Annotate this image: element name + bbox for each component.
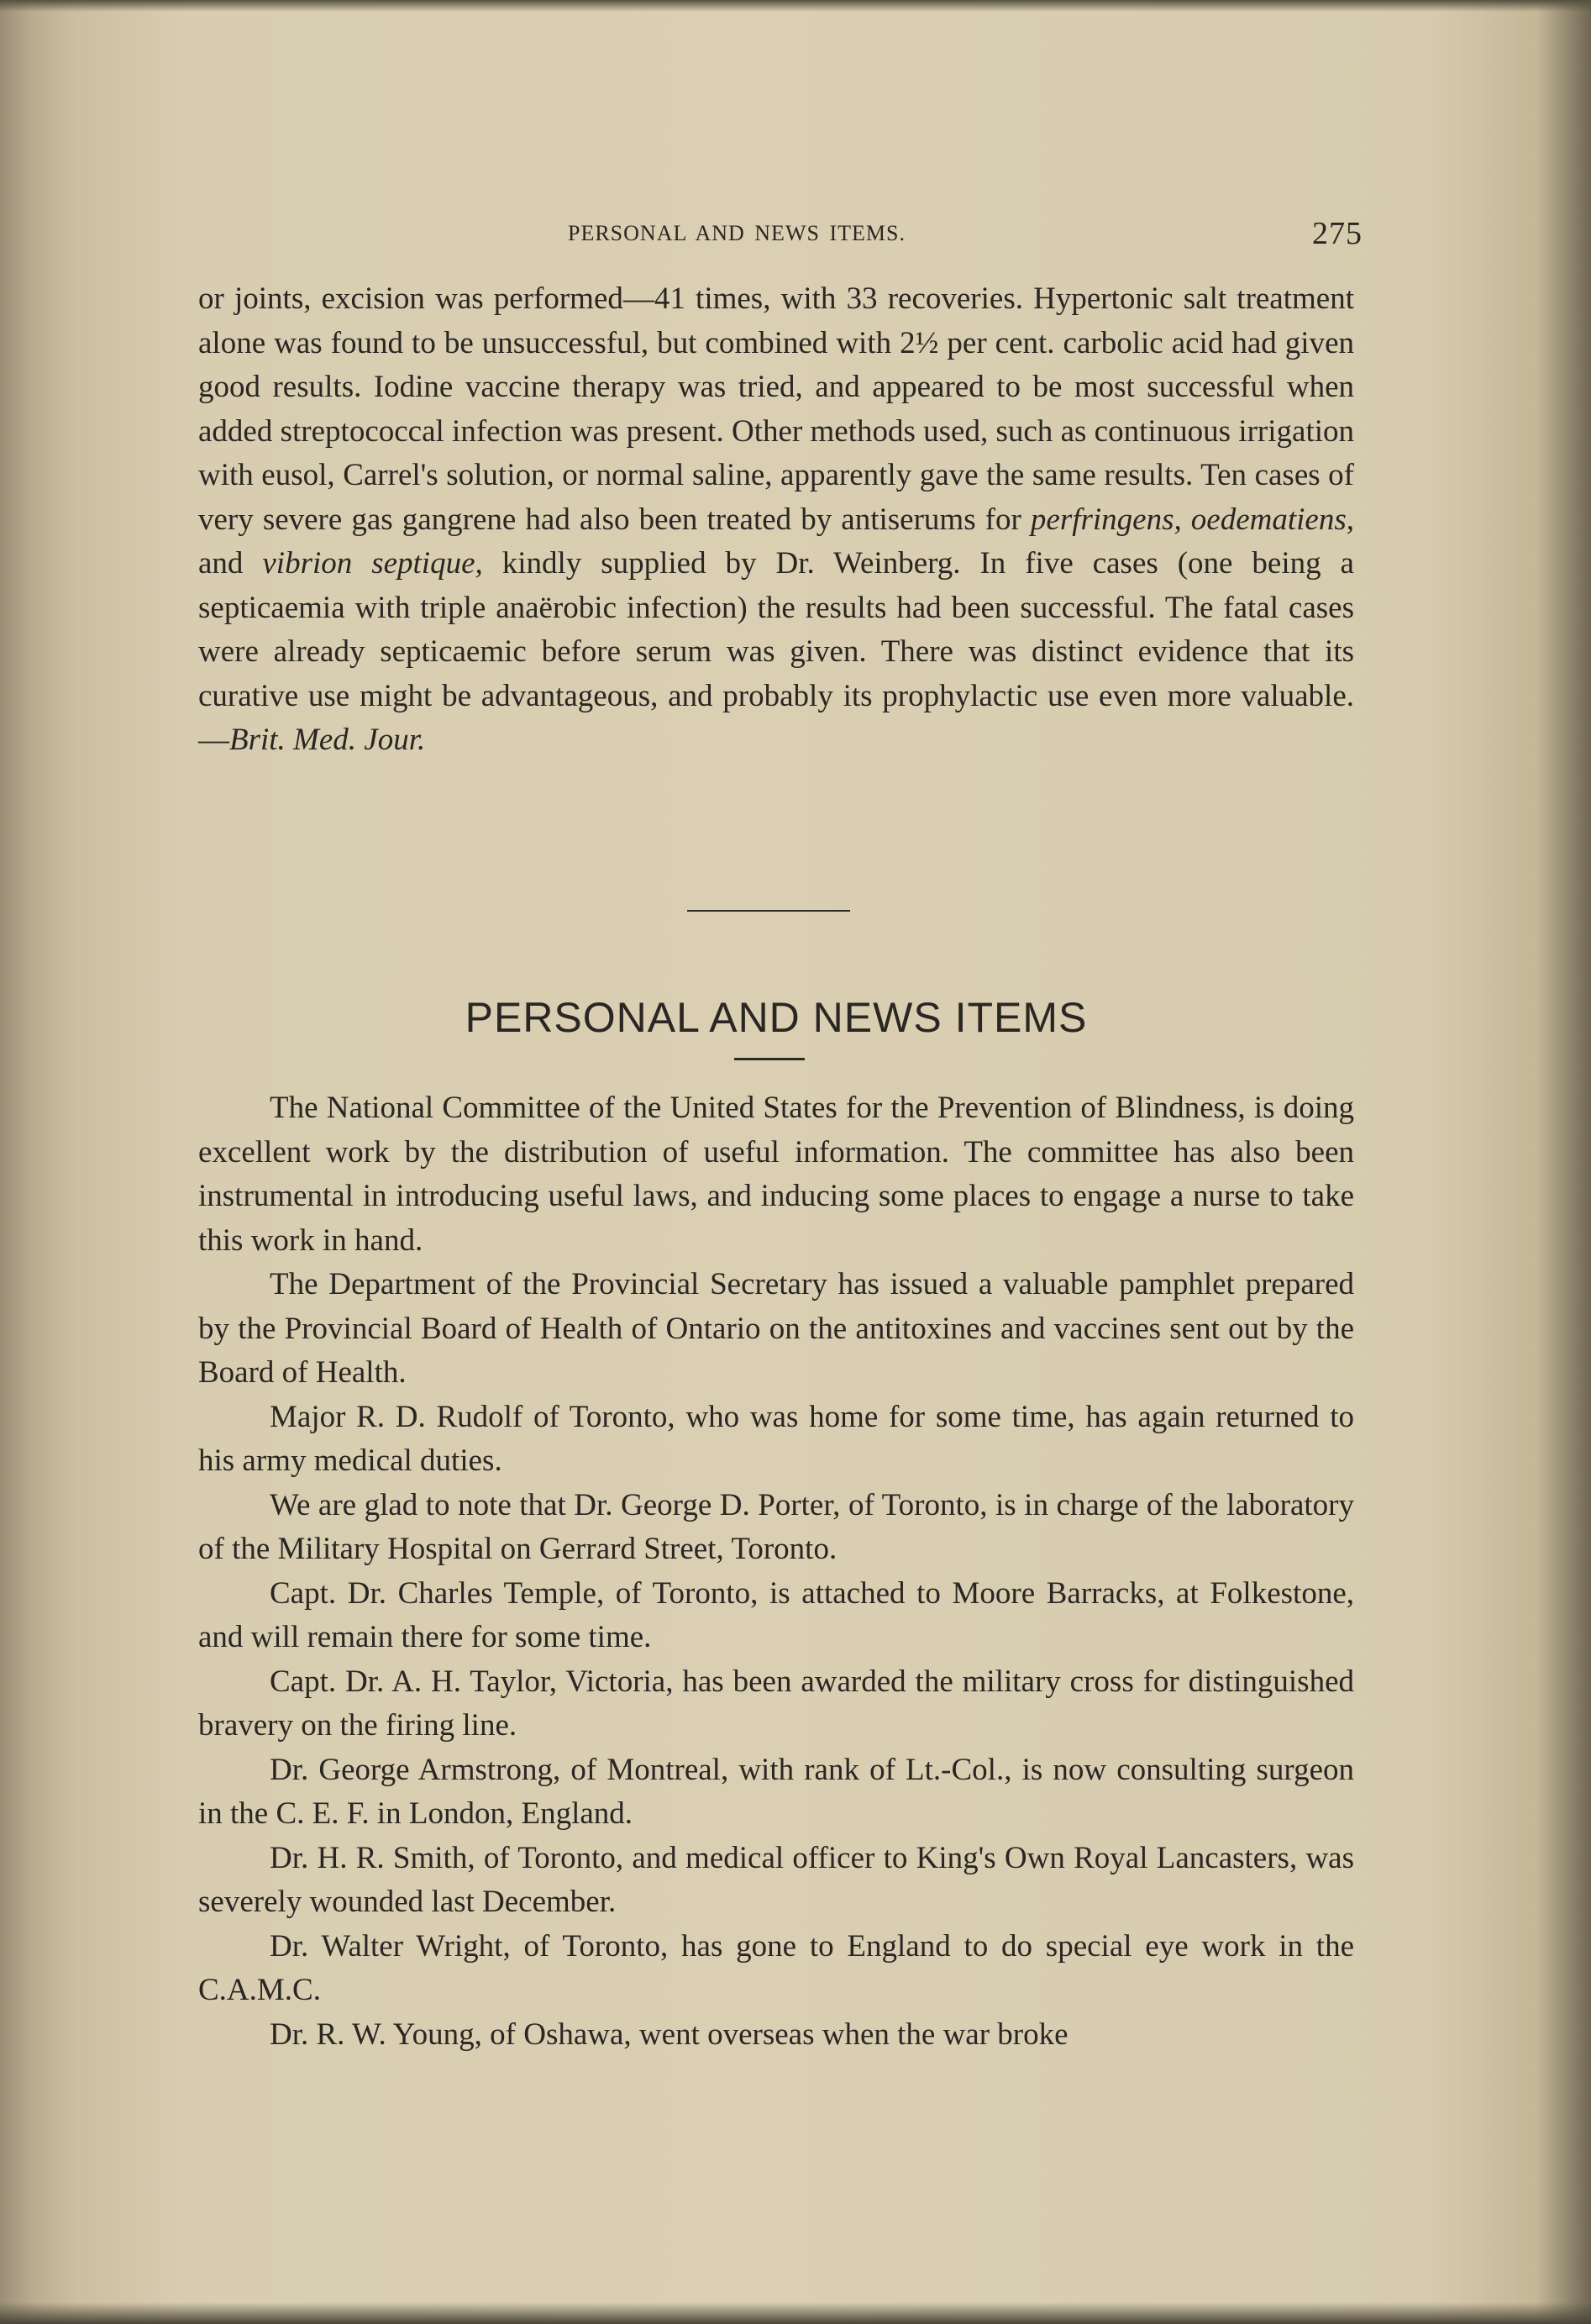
news-item: Major R. D. Rudolf of Toronto, who was home for some time, has again returned to his army medical duties.	[198, 1399, 1354, 1478]
news-item: Dr. H. R. Smith, of Toronto, and medical officer to King's Own Royal Lancasters, was severely wounded last December.	[198, 1840, 1354, 1919]
page-top-shadow	[0, 0, 1591, 12]
section-divider-rule	[687, 910, 850, 912]
news-item: The National Committee of the United States for the Prevention of Blindness, is doing excellent work by the distribution of useful information. The committee has also been instrumental in introducing useful laws, and inducing some places to engage a nurse to take this work in hand.	[198, 1091, 1354, 1258]
news-item: Dr. R. W. Young, of Oshawa, went overseas when the war broke	[270, 2016, 1069, 2052]
running-head-title: PERSONAL AND NEWS ITEMS.	[568, 221, 906, 245]
section-heading: PERSONAL AND NEWS ITEMS	[465, 993, 1088, 1041]
paragraph-text-part: and	[198, 546, 263, 581]
paragraph-text-part: or joints, excision was performed—41 times, with 33 recoveries. Hypertonic salt treatment alone was found to be unsuccessful, but combined with 2½ per cent. carbolic acid had given good results. Iodine vaccine therapy was tried, and appeared to be most successful when added streptococcal infection was present. Other methods used, such as continuous irrigation with eusol, Carrel's solution, or normal saline, apparently gave the same results. Ten cases of very severe gas gangrene had also been treated by antiserums for	[198, 281, 1354, 537]
journal-citation: Brit. Med. Jour.	[229, 723, 426, 757]
continued-article	[198, 277, 1354, 763]
heading-underline-rule	[734, 1058, 805, 1060]
paragraph-text-part: kindly supplied by Dr. Weinberg. In five cases (one being a septicaemia with triple anaërobic infection) the results had been successful. The fatal cases were already septicaemic before serum was given. There was distinct evidence that its curative use might be advantageous, and probably its prophylactic use even more valuable.—	[198, 546, 1354, 757]
italic-organism-names: perfringens, oedematiens,	[1030, 502, 1355, 537]
news-item: Dr. Walter Wright, of Toronto, has gone to England to do special eye work in the C.A.M.C.	[198, 1928, 1354, 2007]
news-item: We are glad to note that Dr. George D. Porter, of Toronto, is in charge of the laboratory of the Military Hospital on Gerrard Street, Toronto.	[198, 1487, 1354, 1566]
italic-organism-name: vibrion septique,	[262, 546, 483, 581]
page-number: 275	[1312, 216, 1363, 251]
news-item: The Department of the Provincial Secretary has issued a valuable pamphlet prepared by the Provincial Board of Health of Ontario on the antitoxines and vaccines sent out by the Board of Health.	[198, 1267, 1354, 1390]
running-head	[568, 216, 1363, 251]
continued-paragraph	[198, 277, 1354, 763]
news-items	[198, 1086, 1354, 2057]
news-item: Capt. Dr. A. H. Taylor, Victoria, has been awarded the military cross for distinguished bravery on the firing line.	[198, 1664, 1354, 1743]
news-item: Dr. George Armstrong, of Montreal, with rank of Lt.-Col., is now consulting surgeon in the C. E. F. in London, England.	[198, 1752, 1354, 1831]
news-item: Capt. Dr. Charles Temple, of Toronto, is attached to Moore Barracks, at Folkestone, and will remain there for some time.	[198, 1575, 1354, 1654]
page-bottom-shadow	[0, 2302, 1591, 2324]
